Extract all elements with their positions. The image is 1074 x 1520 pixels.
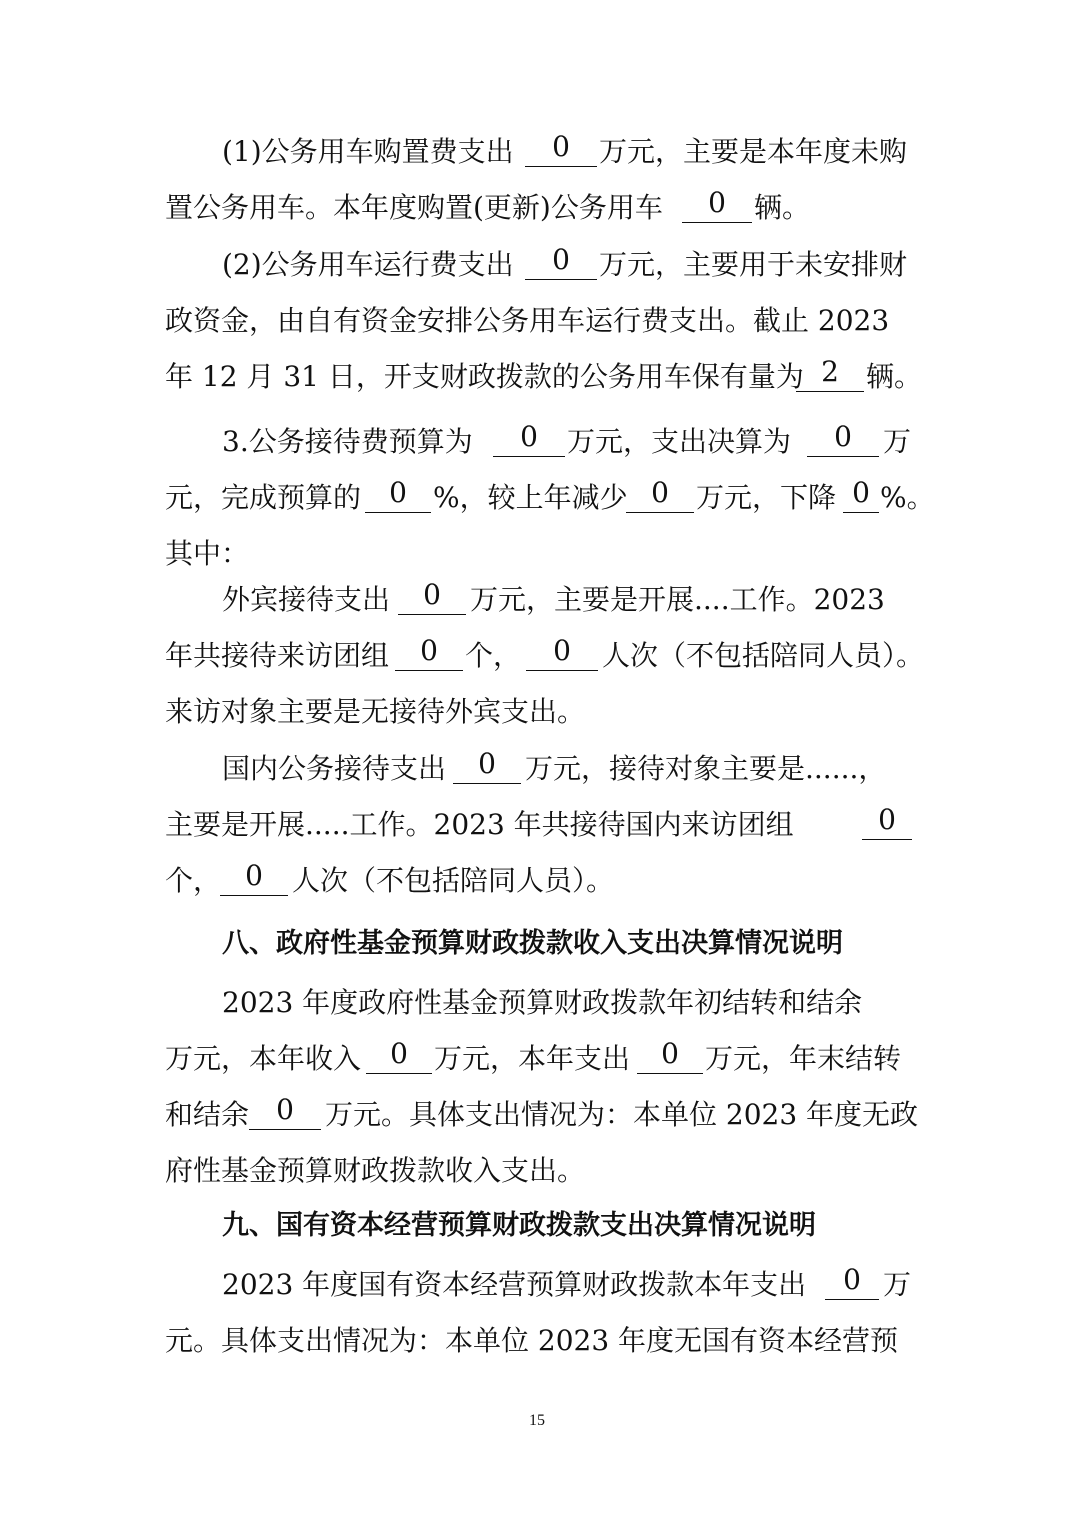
text: 辆。 xyxy=(754,191,811,224)
paragraph-line xyxy=(0,530,1074,578)
text: (1)公务用车购置费支出 xyxy=(222,135,514,168)
text: 万元，本年支出 xyxy=(434,1042,631,1075)
fill-in-value: 0 xyxy=(807,418,879,457)
text: 万元。具体支出情况为：本单位 2023 年度无政 xyxy=(325,1098,919,1131)
text: 辆。 xyxy=(866,360,923,393)
fill-in-value: 0 xyxy=(682,184,752,223)
text: 2023 年度政府性基金预算财政拨款年初结转和结余 xyxy=(222,986,863,1019)
text: 置公务用车。本年度购置(更新)公务用车 xyxy=(165,191,663,224)
fill-in-value: 0 xyxy=(825,1261,879,1300)
paragraph-line xyxy=(0,474,1074,522)
text: 万元，主要用于未安排财 xyxy=(599,248,908,281)
text: 年 12 月 31 日，开支财政拨款的公务用车保有量为 xyxy=(165,360,804,393)
fill-in-value: 0 xyxy=(493,418,565,457)
text: 万 xyxy=(883,425,912,458)
text: 主要是开展.....工作。2023 年共接待国内来访团组 xyxy=(165,808,794,841)
fill-in-value: 0 xyxy=(637,1035,703,1074)
text: 年共接待来访团组 xyxy=(165,639,390,672)
paragraph-line xyxy=(0,857,1074,905)
paragraph-line xyxy=(0,632,1074,680)
text: 3.公务接待费预算为 xyxy=(222,425,473,458)
text: 来访对象主要是无接待外宾支出。 xyxy=(165,695,586,728)
paragraph-line xyxy=(0,1147,1074,1195)
text: 元，完成预算的 xyxy=(165,481,362,514)
paragraph-line xyxy=(0,128,1074,176)
text: 政资金，由自有资金安排公务用车运行费支出。截止 2023 xyxy=(165,304,890,337)
text: 国内公务接待支出 xyxy=(222,752,447,785)
fill-in-value: 0 xyxy=(398,576,466,615)
text: 府性基金预算财政拨款收入支出。 xyxy=(165,1154,586,1187)
text: (2)公务用车运行费支出 xyxy=(222,248,514,281)
text: 万元，主要是开展....工作。2023 xyxy=(470,583,885,616)
fill-in-value: 0 xyxy=(453,745,521,784)
text: 人次（不包括陪同人员）。 xyxy=(292,864,615,897)
text: 人次（不包括陪同人员）。 xyxy=(602,639,925,672)
heading-text: 八、政府性基金预算财政拨款收入支出决算情况说明 xyxy=(222,928,843,959)
text: 万 xyxy=(883,1268,912,1301)
paragraph-line xyxy=(0,418,1074,466)
fill-in-value: 0 xyxy=(525,128,597,167)
fill-in-value: 0 xyxy=(526,632,598,671)
text: %，较上年减少 xyxy=(433,481,628,514)
text: 万元，年末结转 xyxy=(705,1042,902,1075)
text: 和结余 xyxy=(165,1098,250,1131)
fill-in-value: 2 xyxy=(796,353,864,392)
fill-in-value: 0 xyxy=(626,474,694,513)
fill-in-value: 0 xyxy=(366,1035,432,1074)
fill-in-value: 0 xyxy=(525,241,597,280)
paragraph-line xyxy=(0,1317,1074,1365)
text: 个， xyxy=(165,864,222,897)
text: 万元，主要是本年度未购 xyxy=(599,135,908,168)
paragraph-line xyxy=(0,745,1074,793)
fill-in-value: 0 xyxy=(862,801,912,840)
paragraph-line xyxy=(0,1035,1074,1083)
text: 万元，本年收入 xyxy=(165,1042,362,1075)
text: 个， xyxy=(465,639,522,672)
text: 2023 年度国有资本经营预算财政拨款本年支出 xyxy=(222,1268,807,1301)
text: %。 xyxy=(880,481,935,514)
section-heading xyxy=(0,1202,1074,1250)
fill-in-value: 0 xyxy=(395,632,463,671)
paragraph-line xyxy=(0,241,1074,289)
page-number: 15 xyxy=(529,1412,545,1429)
paragraph-line xyxy=(0,979,1074,1027)
paragraph-line xyxy=(0,801,1074,849)
paragraph-line xyxy=(0,1261,1074,1309)
paragraph-line xyxy=(0,353,1074,401)
paragraph-line xyxy=(0,576,1074,624)
text: 万元，接待对象主要是......， xyxy=(525,752,887,785)
text: 万元，下降 xyxy=(696,481,837,514)
text: 万元，支出决算为 xyxy=(567,425,792,458)
paragraph-line xyxy=(0,184,1074,232)
paragraph-line xyxy=(0,688,1074,736)
heading-text: 九、国有资本经营预算财政拨款支出决算情况说明 xyxy=(222,1210,816,1241)
section-heading xyxy=(0,920,1074,968)
text: 外宾接待支出 xyxy=(222,583,391,616)
text: 其中： xyxy=(165,537,250,570)
paragraph-line xyxy=(0,297,1074,345)
fill-in-value: 0 xyxy=(220,857,288,896)
fill-in-value: 0 xyxy=(249,1091,321,1130)
paragraph-line xyxy=(0,1091,1074,1139)
fill-in-value: 0 xyxy=(843,474,879,513)
fill-in-value: 0 xyxy=(365,474,431,513)
text: 元。具体支出情况为：本单位 2023 年度无国有资本经营预 xyxy=(165,1324,899,1357)
